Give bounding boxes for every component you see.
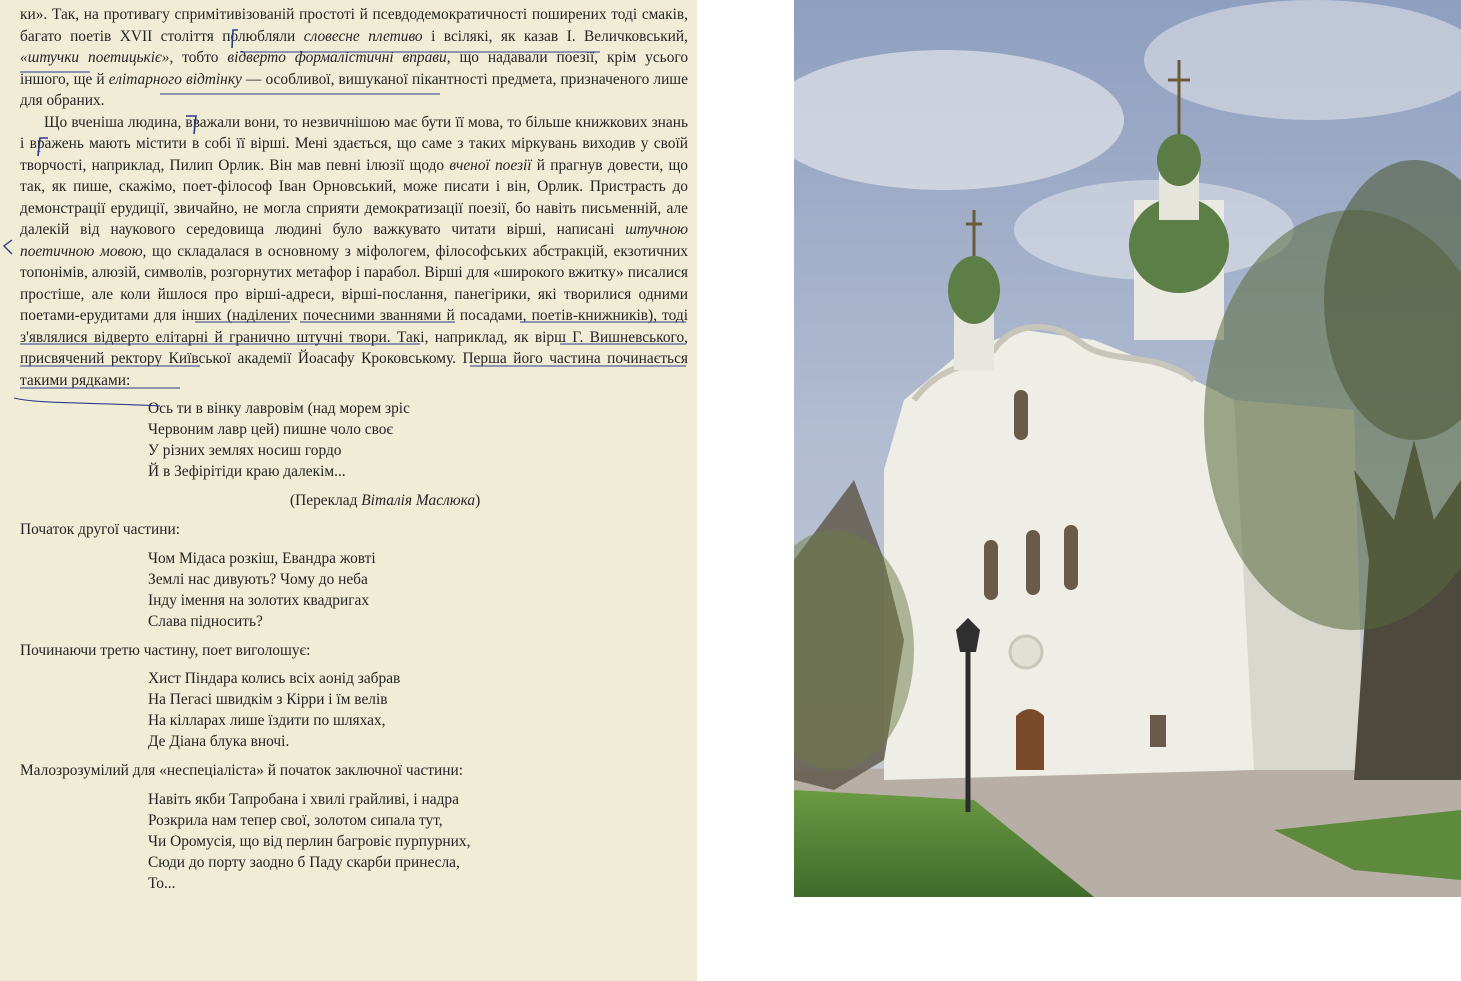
verse-line: Сюди до порту заодно б Паду скарби принесла,	[148, 853, 460, 871]
green-dome	[1157, 134, 1201, 186]
page-text	[20, 4, 688, 902]
verse-block-3	[148, 668, 688, 752]
round-window	[1010, 636, 1042, 668]
paragraph-1: ки». Так, на противагу спримітивізованій простоті й псевдодемократичності поширених тоді смаків, багато поетів XVII століття полюбляли словесне плетиво і всілякі, як казав І. Величковський, «штучки поетицькіє», тобто відверто формалістичні вправи, що надавали поезії, крім усього іншого, ще й елітарного відтінку — особливої, вишуканої пікантності предмета, призначеного лише для обраних.	[20, 6, 689, 109]
book-page	[0, 0, 697, 981]
church-photo	[794, 0, 1461, 897]
verse-line: Чи Оромусія, що від перлин багровіє пурпурних,	[148, 832, 471, 850]
verse-line: Навіть якби Тапробана і хвилі грайливі, і надра	[148, 790, 459, 808]
verse-line: Чом Мідаса розкіш, Евандра жовті	[148, 549, 376, 567]
verse-line: Ось ти в вінку лавровім (над морем зріс	[148, 400, 410, 417]
entrance-door	[1016, 709, 1044, 770]
verse-line: Червоним лавр цей) пишне чоло своє	[148, 421, 394, 438]
verse-line: На Пегасі швидкім з Кірри і їм велів	[148, 691, 388, 708]
verse-line: У різних землях носиш гордо	[148, 442, 342, 459]
verse-line: Хист Піндара колись всіх аонід забрав	[148, 670, 401, 687]
window	[1064, 525, 1078, 590]
verse-line: Слава підносить?	[148, 612, 263, 630]
verse-block-2	[148, 548, 688, 632]
window	[1150, 715, 1166, 747]
window	[1014, 390, 1028, 440]
verse-block-1	[148, 398, 688, 482]
bracket-mark	[4, 240, 12, 254]
green-dome	[948, 256, 1000, 324]
intro-part-2: Початок другої частини:	[20, 521, 181, 538]
verse-line: Інду імення на золотих квадригах	[148, 591, 370, 609]
verse-line: То...	[148, 874, 176, 892]
window	[984, 540, 998, 600]
verse-line: Й в Зефірітіди краю далекім...	[148, 463, 346, 480]
translation-credit: (Переклад Віталія Маслюка)	[290, 492, 481, 509]
verse-line: Розкрила нам тепер свої, золотом сипала тут,	[148, 811, 443, 829]
intro-part-4: Малозрозумілий для «неспеціаліста» й початок заключної частини:	[20, 762, 464, 779]
verse-line: Де Діана блука вночі.	[148, 733, 290, 750]
intro-part-3: Починаючи третю частину, поет виголошує:	[20, 641, 311, 659]
window	[1026, 530, 1040, 595]
church-illustration	[794, 0, 1461, 897]
verse-line: Землі нас дивують? Чому до неба	[148, 570, 368, 588]
paragraph-2: Що вченіша людина, вважали вони, то незвичнішою має бути її мова, то більше книжкових знань і вражень мають містити в собі її вірші. Мені здається, що саме з таких міркувань виходив у своїй творчості, наприклад, Пилип Орлик. Він мав певні ілюзії щодо вченої поезії й прагнув довести, що так, як пише, скажімо, поет-філософ Іван Орновський, може писати і він, Орлик. Пристрасть до демонстрації ерудиції, звичайно, не могла сприяти демократизації поезії, бо навіть письменній, але далекій від наукового середовища людині було важкувато читати вірші, написані штучною поетичною мовою, що складалася в основному з міфологем, філософських абстракцій, екзотичних топонімів, алюзій, символів, розгорнутих метафор і парабол. Вірші для «широкого вжитку» писалися простіше, але коли йшлося про вірші-адреси, вірші-послання, панегірики, які творилися одними поетами-ерудитами для інших (наділених почесними званнями й посадами, поетів-книжників), тоді з'являлися відверто елітарні й гранично штучні твори. Такі, наприклад, як вірш Г. Вишневського, присвячений ректору Київської академії Йоасафу Кроковському. Перша його частина починається такими рядками:	[20, 113, 689, 389]
verse-block-4	[148, 789, 688, 894]
verse-line: На кілларах лише їздити по шляхах,	[148, 712, 386, 729]
